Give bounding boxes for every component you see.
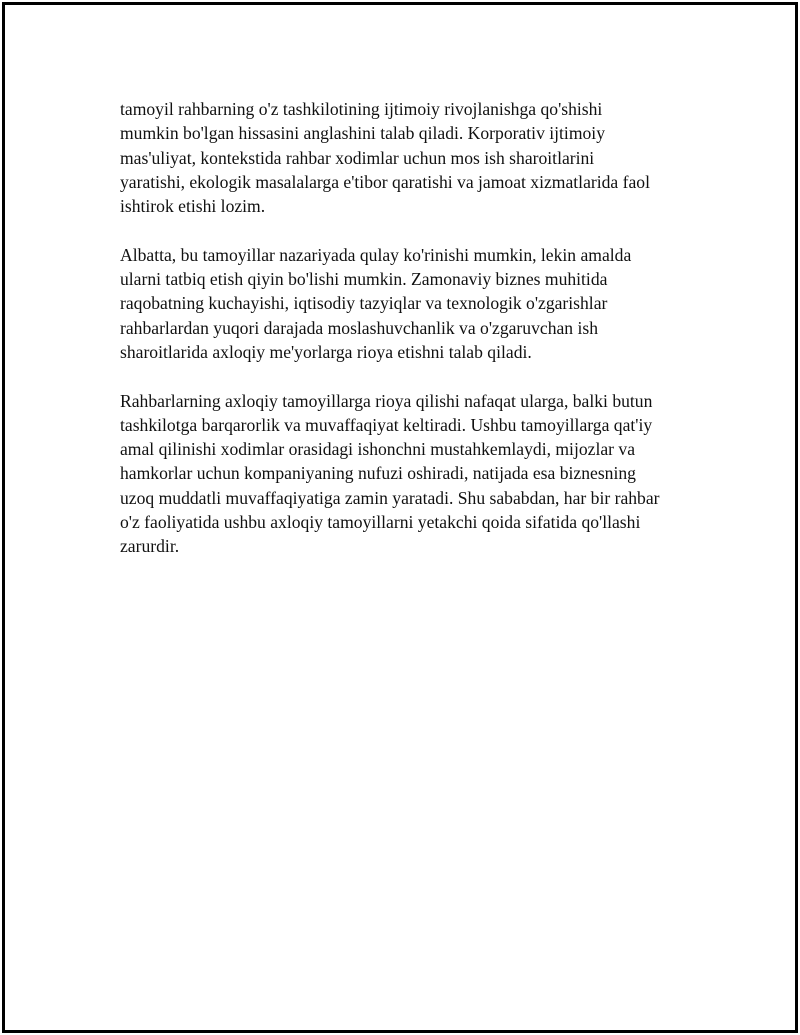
text-line: rahbarlardan yuqori darajada moslashuvchanlik va o'zgaruvchan ish (120, 317, 599, 338)
text-line: Rahbarlarning axloqiy tamoyillarga rioya qilishi nafaqat ularga, balki butun (120, 390, 653, 411)
text-line: mumkin bo'lgan hissasini anglashini talab qiladi. Korporativ ijtimoiy (120, 123, 605, 144)
text-line: raqobatning kuchayishi, iqtisodiy tazyiqlar va texnologik o'zgarishlar (120, 293, 608, 314)
text-line: amal qilinishi xodimlar orasidagi ishonchni mustahkemlaydi, mijozlar va (120, 439, 636, 460)
paragraph-3 (120, 389, 700, 559)
text-line: uzoq muddatli muvaffaqiyatiga zamin yaratadi. Shu sababdan, har bir rahbar (120, 487, 660, 508)
text-line: o'z faoliyatida ushbu axloqiy tamoyillarni yetakchi qoida sifatida qo'llashi (120, 512, 641, 533)
text-line: Albatta, bu tamoyillar nazariyada qulay ko'rinishi mumkin, lekin amalda (120, 244, 632, 265)
text-line: yaratishi, ekologik masalalarga e'tibor qaratishi va jamoat xizmatlarida faol (120, 171, 650, 192)
text-line: ularni tatbiq etish qiyin bo'lishi mumkin. Zamonaviy biznes muhitida (120, 269, 608, 290)
text-line: zarurdir. (120, 536, 180, 557)
text-line: ishtirok etishi lozim. (120, 196, 266, 217)
text-line: tashkilotga barqarorlik va muvaffaqiyat keltiradi. Ushbu tamoyillarga qat'iy (120, 414, 653, 435)
text-line: mas'uliyat, kontekstida rahbar xodimlar uchun mos ish sharoitlarini (120, 147, 595, 168)
document-page (2, 2, 798, 1033)
paragraph-2 (120, 243, 700, 364)
text-line: tamoyil rahbarning o'z tashkilotining ijtimoiy rivojlanishga qo'shishi (120, 99, 603, 119)
text-line: sharoitlarida axloqiy me'yorlarga rioya etishni talab qiladi. (120, 341, 532, 362)
text-line: hamkorlar uchun kompaniyaning nufuzi oshiradi, natijada esa biznesning (120, 463, 636, 484)
document-body (120, 97, 700, 583)
paragraph-1 (120, 97, 700, 218)
